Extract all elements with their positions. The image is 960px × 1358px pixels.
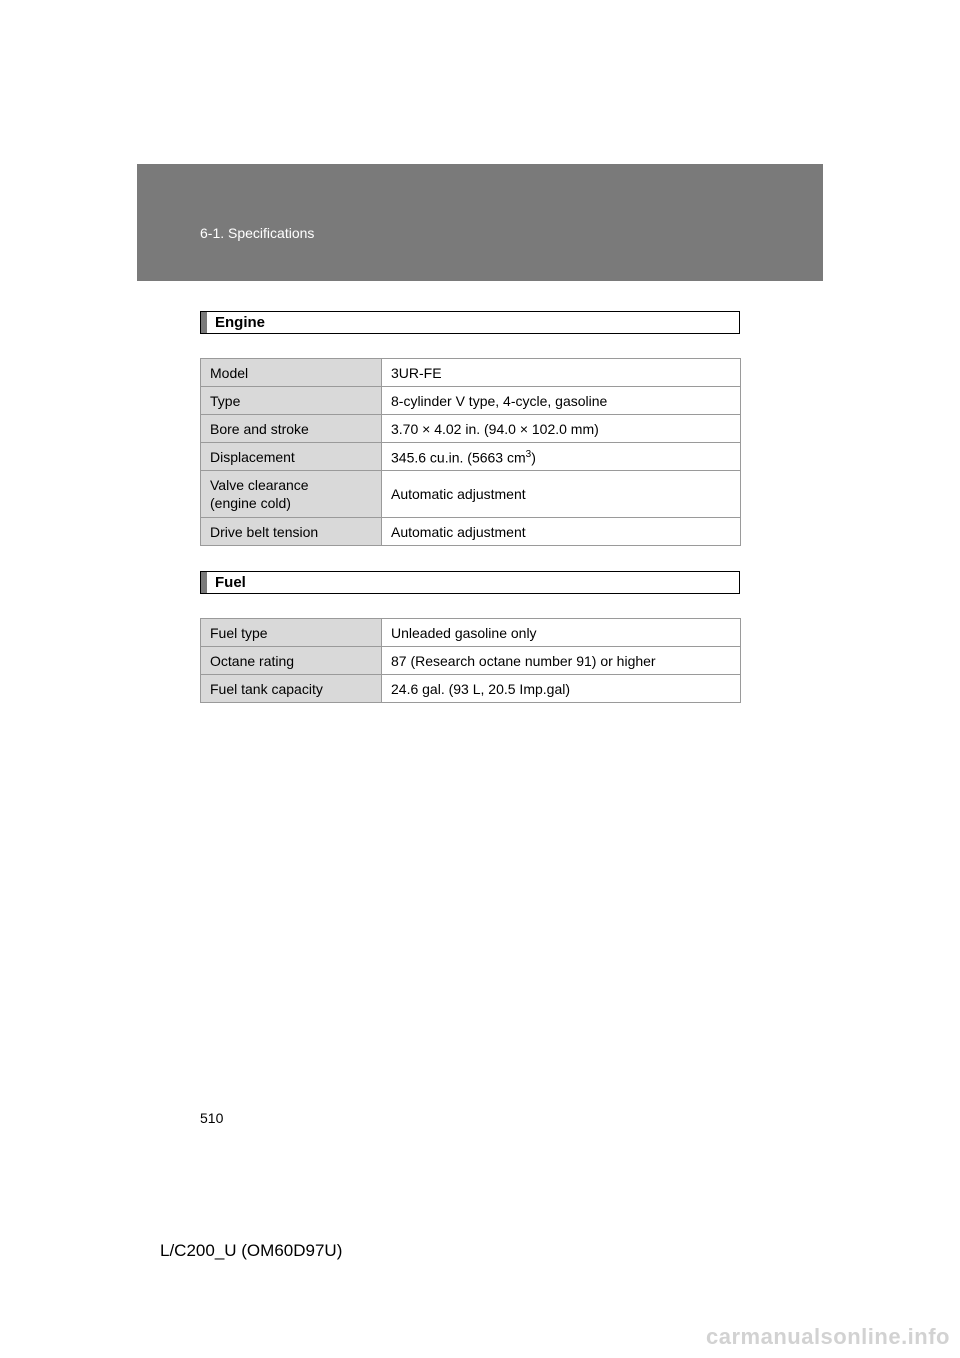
document-code: L/C200_U (OM60D97U) bbox=[160, 1241, 343, 1260]
superscript: 3 bbox=[525, 449, 532, 461]
spec-value: 3.70 × 4.02 in. (94.0 × 102.0 mm) bbox=[382, 415, 741, 443]
spec-value: 3UR-FE bbox=[382, 359, 741, 387]
section-label: 6-1. Specifications bbox=[200, 225, 315, 241]
table-row bbox=[201, 675, 741, 703]
heading-bar bbox=[201, 312, 207, 333]
spec-value: Automatic adjustment bbox=[382, 471, 741, 518]
spec-label: Model bbox=[201, 359, 382, 387]
spec-value: 24.6 gal. (93 L, 20.5 Imp.gal) bbox=[382, 675, 741, 703]
spec-value bbox=[382, 443, 741, 471]
table-row bbox=[201, 518, 741, 546]
fuel-spec-table bbox=[200, 618, 741, 703]
spec-value: Automatic adjustment bbox=[382, 518, 741, 546]
value-text-end: ) bbox=[531, 449, 536, 466]
spec-value: 8-cylinder V type, 4-cycle, gasoline bbox=[382, 387, 741, 415]
spec-label bbox=[201, 471, 382, 518]
fuel-heading-text: Fuel bbox=[215, 574, 246, 591]
spec-label: Drive belt tension bbox=[201, 518, 382, 546]
header-band bbox=[137, 164, 823, 281]
label-line: Valve clearance bbox=[210, 477, 309, 493]
label-line: (engine cold) bbox=[210, 495, 291, 511]
table-row bbox=[201, 443, 741, 471]
spec-label: Fuel tank capacity bbox=[201, 675, 382, 703]
table-row bbox=[201, 359, 741, 387]
spec-label: Type bbox=[201, 387, 382, 415]
spec-value: Unleaded gasoline only bbox=[382, 619, 741, 647]
value-text: 345.6 cu.in. (5663 cm bbox=[391, 449, 526, 466]
spec-value: 87 (Research octane number 91) or higher bbox=[382, 647, 741, 675]
watermark: carmanualsonline.info bbox=[706, 1324, 950, 1349]
table-row bbox=[201, 471, 741, 518]
fuel-heading bbox=[200, 571, 740, 594]
table-row bbox=[201, 415, 741, 443]
page-number: 510 bbox=[200, 1110, 224, 1126]
engine-spec-table bbox=[200, 358, 741, 546]
spec-label: Octane rating bbox=[201, 647, 382, 675]
engine-heading-text: Engine bbox=[215, 314, 266, 331]
spec-label: Displacement bbox=[201, 443, 382, 471]
table-row bbox=[201, 619, 741, 647]
heading-bar bbox=[201, 572, 207, 593]
spec-label: Fuel type bbox=[201, 619, 382, 647]
table-row bbox=[201, 387, 741, 415]
spec-label: Bore and stroke bbox=[201, 415, 382, 443]
table-row bbox=[201, 647, 741, 675]
engine-heading bbox=[200, 311, 740, 334]
